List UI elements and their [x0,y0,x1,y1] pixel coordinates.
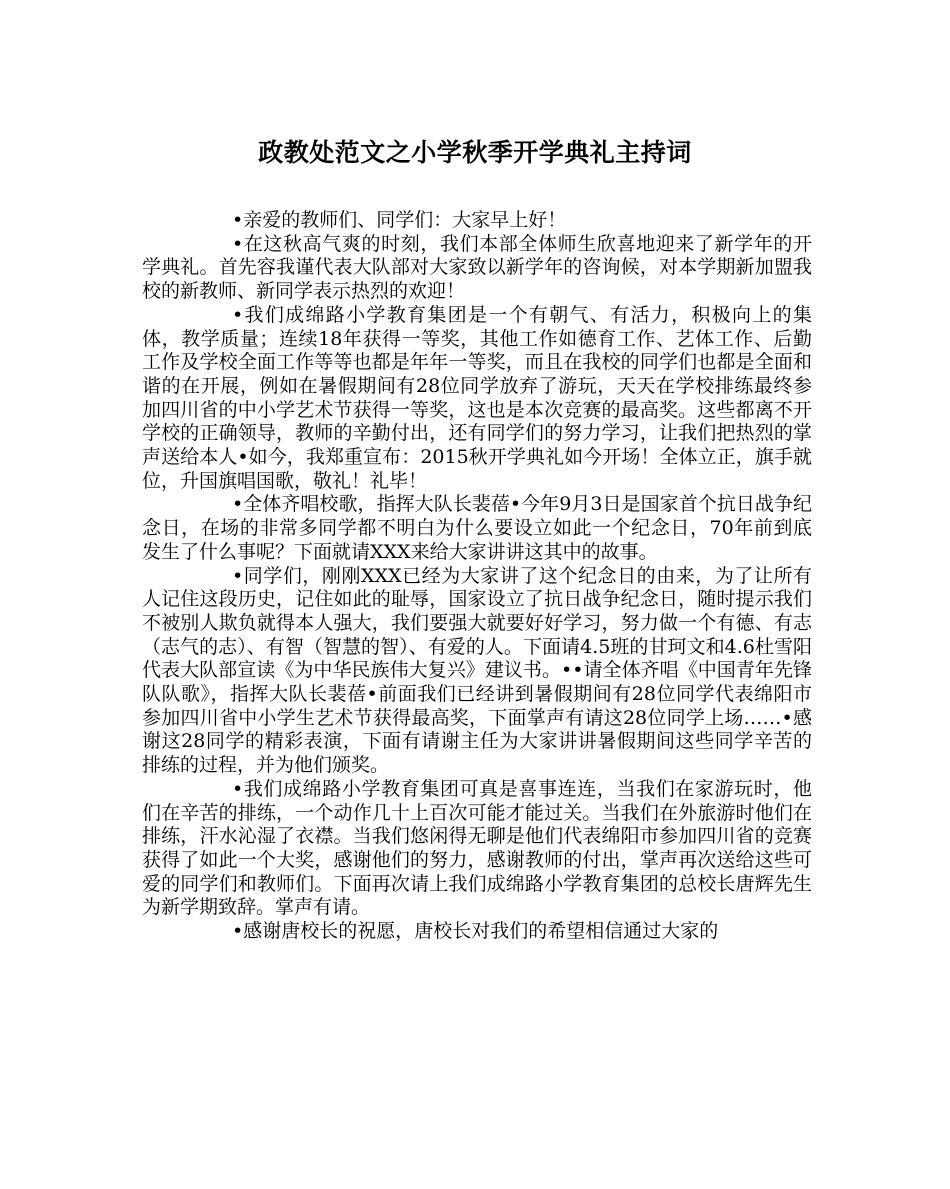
paragraph-greeting: •亲爱的教师们、同学们：大家早上好！ [232,209,567,231]
paragraph-school-song: •全体齐唱校歌，指挥大队长裴蓓•今年9月3日是国家首个抗日战争纪念日，在场的非常多同学都不明白为什么要设立如此一个纪念日，70年前到底发生了什么事呢？下面就请XXX来给大家讲讲这其中的故事。 [142,493,812,563]
paragraph-school-achievements: •我们成绵路小学教育集团是一个有朝气、有活力，积极向上的集体，教学质量；连续18年获得一等奖，其他工作如德育工作、艺体工作、后勤工作及学校全面工作等等也都是年年一等奖，而且在我校的同学们也都是全面和谐的在开展，例如在暑假期间有28位同学放弃了游玩，天天在学校排练最终参加四川省的中小学艺术节获得一等奖，这也是本次竞赛的最高奖。这些都离不开学校的正确领导，教师的辛勤付出，还有同学们的努力学习，让我们把热烈的掌声送给本人•如今，我郑重宣布：2015秋开学典礼如今开场！全体立正，旗手就位，升国旗唱国歌，敬礼！礼毕！ [142,303,812,492]
paragraph-memorial-day: •同学们，刚刚XXX已经为大家讲了这个纪念日的由来，为了让所有人记住这段历史，记住如此的耻辱，国家设立了抗日战争纪念日，随时提示我们不被别人欺负就得本人强大，我们要强大就要好好学习，努力做一个有德、有志（志气的志）、有智（智慧的智）、有爱的人。下面请4.5班的甘珂文和4.6杜雪阳代表大队部宣读《为中华民族伟大复兴》建议书。••请全体齐唱《中国青年先锋队队歌》，指挥大队长裴蓓•前面我们已经讲到暑假期间有28位同学代表绵阳市参加四川省中小学生艺术节获得最高奖，下面掌声有请这28位同学上场……•感谢这28同学的精彩表演，下面有请谢主任为大家讲讲暑假期间这些同学辛苦的排练的过程，并为他们颁奖。 [142,564,812,777]
paragraph-principal-thanks: •感谢唐校长的祝愿，唐校长对我们的希望相信通过大家的 [232,920,719,943]
paragraph-rehearsal-thanks: •我们成绵路小学教育集团可真是喜事连连，当我们在家游玩时，他们在辛苦的排练，一个动作几十上百次可能才能过关。当我们在外旅游时他们在排练，汗水沁湿了衣襟。当我们悠闲得无聊是他们代表绵阳市参加四川省的竞赛获得了如此一个大奖，感谢他们的努力，感谢教师的付出，掌声再次送给这些可爱的同学们和教师们。下面再次请上我们成绵路小学教育集团的总校长唐辉先生为新学期致辞。掌声有请。 [142,777,812,919]
paragraph-welcome: •在这秋高气爽的时刻，我们本部全体师生欣喜地迎来了新学年的开学典礼。首先容我谨代表大队部对大家致以新学年的咨询候，对本学期新加盟我校的新教师、新同学表示热烈的欢迎！ [142,232,812,303]
document-body [142,209,812,944]
document-title: 政教处范文之小学秋季开学典礼主持词 [258,138,692,167]
